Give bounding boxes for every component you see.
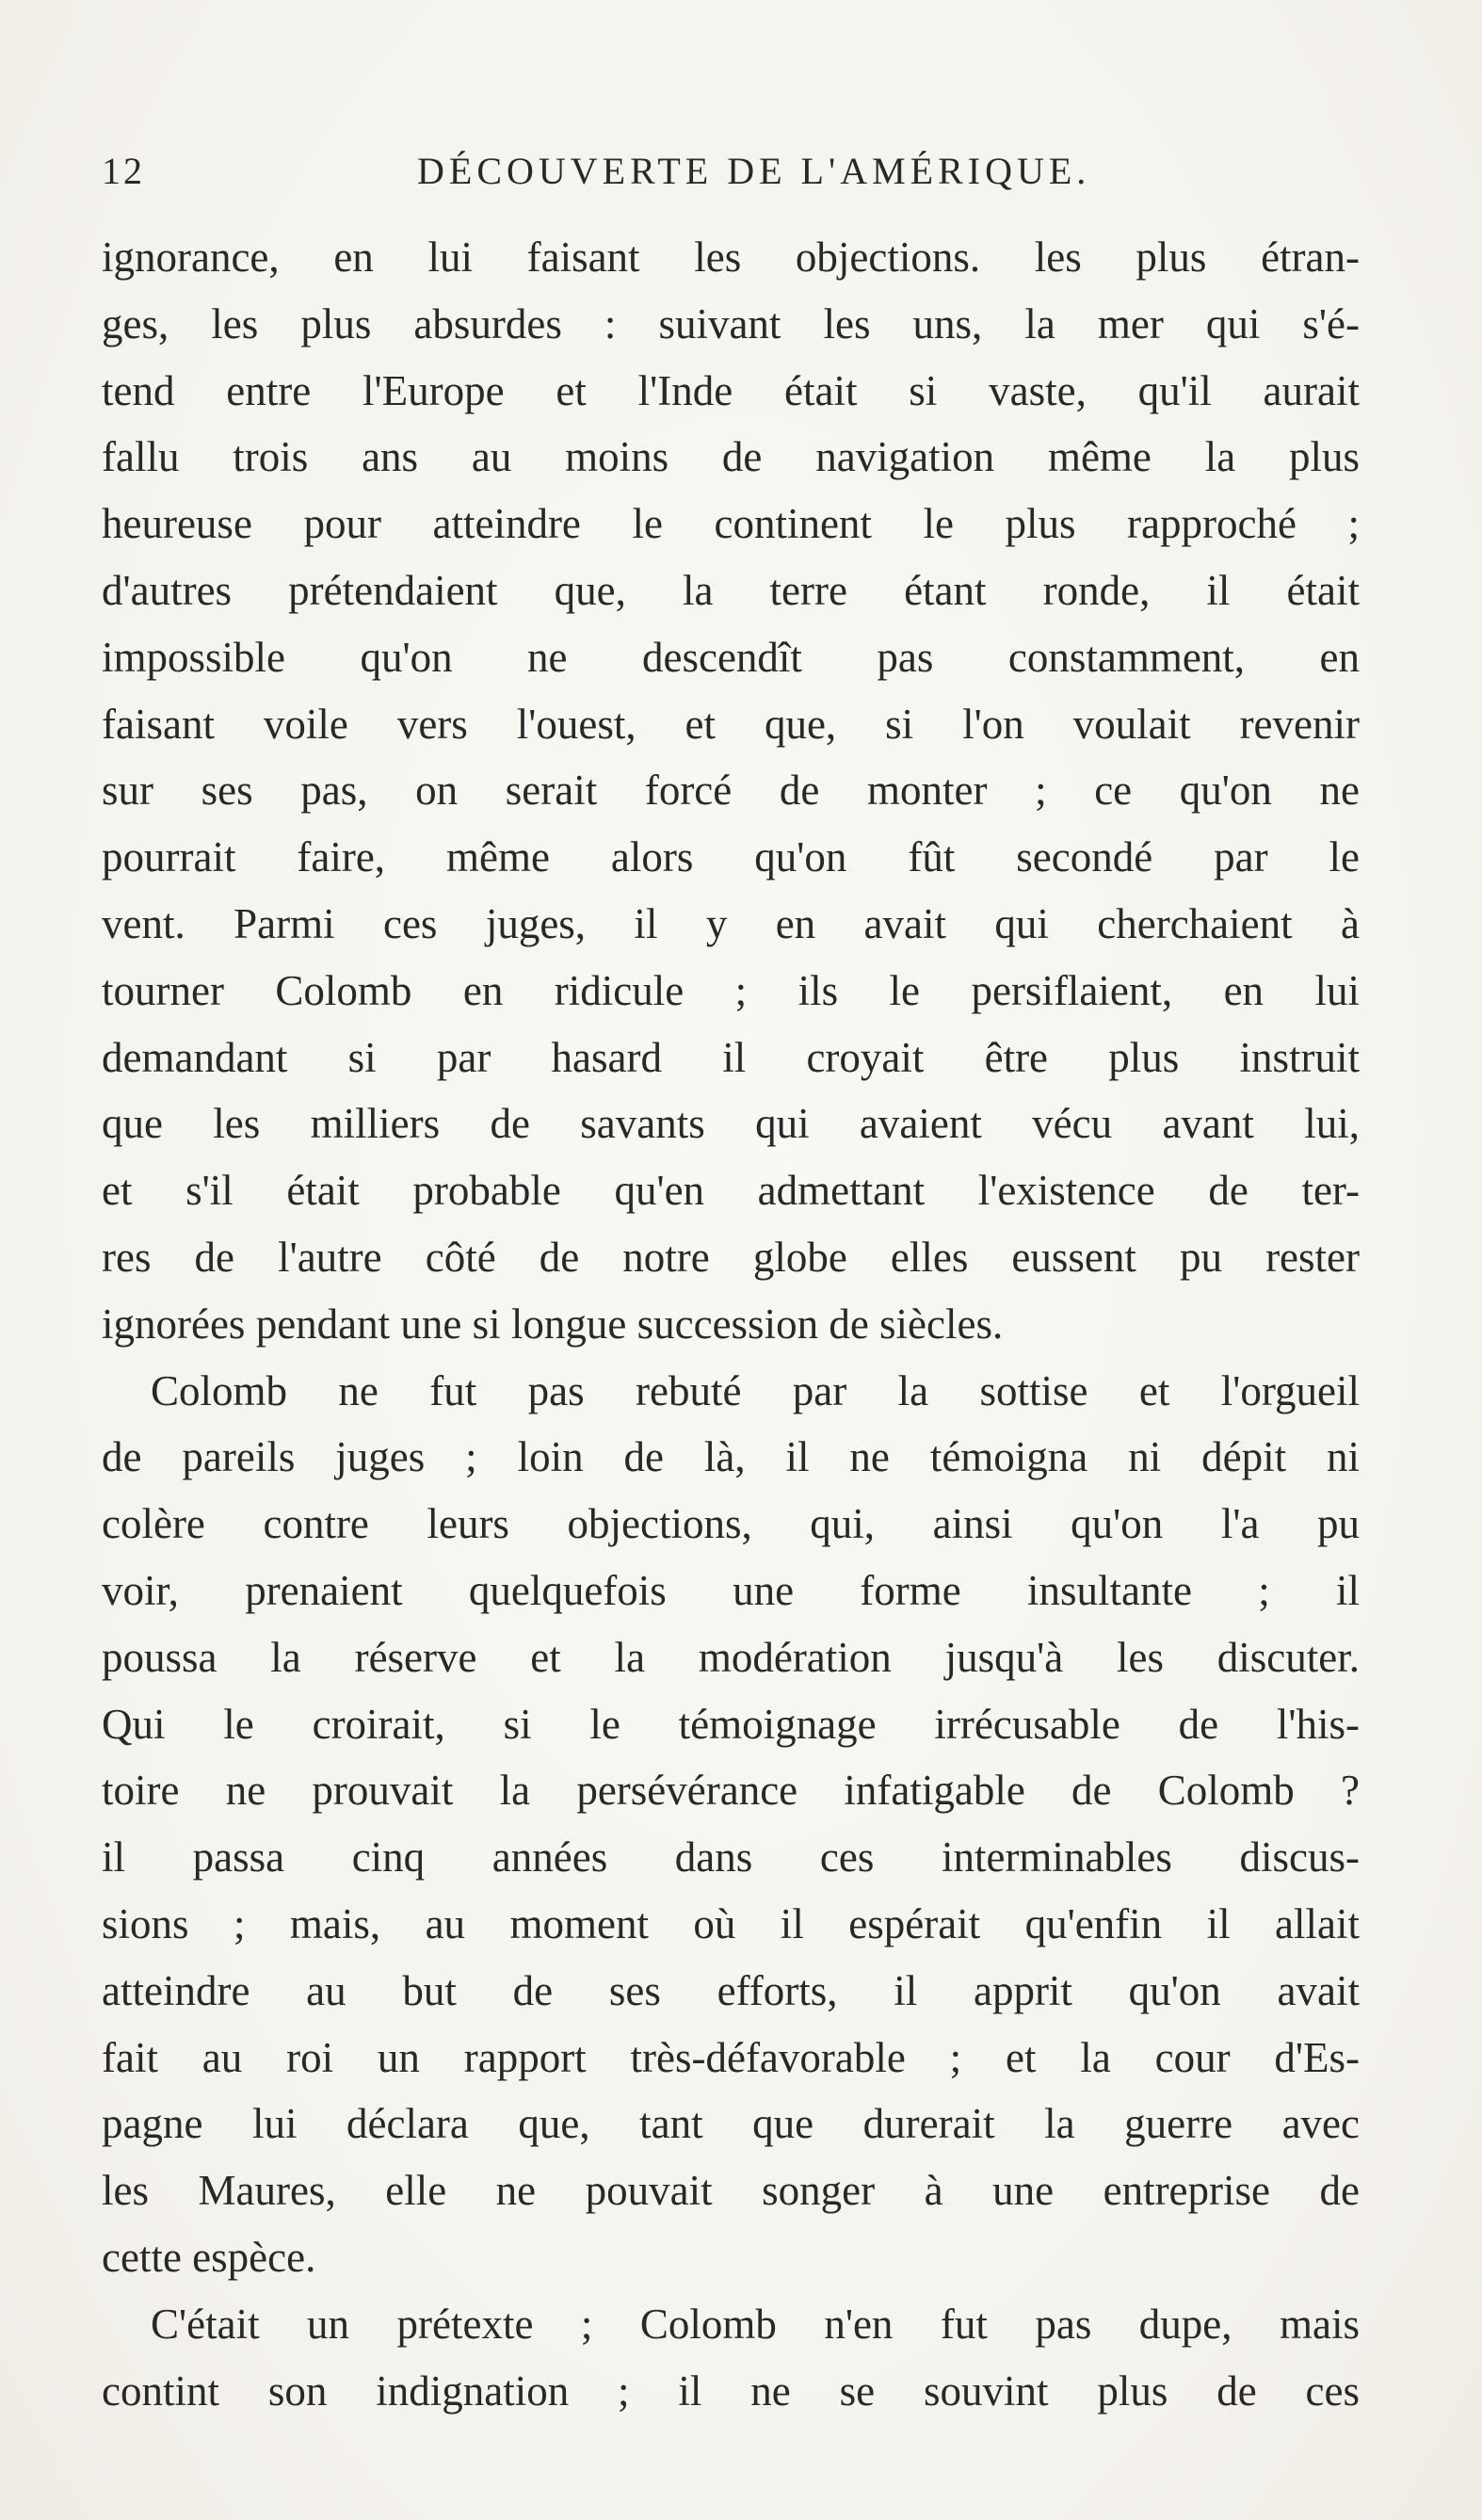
text-line: ignorance, en lui faisant les objections. les plus étran- (102, 234, 1360, 281)
text-line: res de l'autre côté de notre globe elles eussent pu rester (102, 1233, 1360, 1281)
text-line: tend entre l'Europe et l'Inde était si vaste, qu'il aurait (102, 366, 1360, 414)
page-number: 12 (102, 150, 145, 192)
text-line: et s'il était probable qu'en admettant l'existence de ter- (102, 1167, 1360, 1215)
text-line: ges, les plus absurdes : suivant les uns, la mer qui s'é- (102, 299, 1360, 347)
running-title: DÉCOUVERTE DE L'AMÉRIQUE. (417, 150, 1091, 192)
text-line: colère contre leurs objections, qui, ainsi qu'on l'a pu (102, 1500, 1360, 1548)
text-line: tourner Colomb en ridicule ; ils le persiflaient, en lui (102, 966, 1360, 1014)
text-line: que les milliers de savants qui avaient vécu avant lui, (102, 1100, 1360, 1148)
text-line: ignorées pendant une si longue succession de siècles. (102, 1300, 1004, 1348)
text-line: les Maures, elle ne pouvait songer à une entreprise de (102, 2167, 1360, 2215)
body-text (102, 224, 1360, 2424)
text-line: cette espèce. (102, 2233, 316, 2281)
text-line: pagne lui déclara que, tant que durerait la guerre avec (102, 2100, 1360, 2148)
page-header (102, 149, 1382, 205)
text-line: C'était un prétexte ; Colomb n'en fut pas dupe, mais (151, 2300, 1360, 2348)
text-line: de pareils juges ; loin de là, il ne témoigna ni dépit ni (102, 1433, 1360, 1481)
text-line: toire ne prouvait la persévérance infatigable de Colomb ? (102, 1767, 1360, 1815)
text-line: heureuse pour atteindre le continent le plus rapproché ; (102, 500, 1360, 548)
text-line: sur ses pas, on serait forcé de monter ; ce qu'on ne (102, 767, 1360, 815)
text-line: atteindre au but de ses efforts, il apprit qu'on avait (102, 1966, 1360, 2014)
text-line: impossible qu'on ne descendît pas constamment, en (102, 633, 1360, 681)
text-line: Colomb ne fut pas rebuté par la sottise et l'orgueil (151, 1366, 1360, 1414)
text-line: d'autres prétendaient que, la terre étant ronde, il était (102, 566, 1360, 614)
text-line: sions ; mais, au moment où il espérait qu'enfin il allait (102, 1899, 1360, 1947)
text-line: fait au roi un rapport très-défavorable ; et la cour d'Es- (102, 2033, 1360, 2081)
text-line: poussa la réserve et la modération jusqu'à les discuter. (102, 1633, 1360, 1681)
text-line: pourrait faire, même alors qu'on fût secondé par le (102, 833, 1360, 881)
text-line: il passa cinq années dans ces interminables discus- (102, 1833, 1360, 1882)
text-line: contint son indignation ; il ne se souvint plus de ces (102, 2367, 1360, 2415)
text-line: demandant si par hasard il croyait être plus instruit (102, 1033, 1360, 1081)
text-line: Qui le croirait, si le témoignage irrécusable de l'his- (102, 1700, 1360, 1748)
text-line: fallu trois ans au moins de navigation même la plus (102, 433, 1360, 481)
text-line: vent. Parmi ces juges, il y en avait qui cherchaient à (102, 899, 1360, 947)
text-line: voir, prenaient quelquefois une forme insultante ; il (102, 1566, 1360, 1614)
text-line: faisant voile vers l'ouest, et que, si l'on voulait revenir (102, 700, 1360, 748)
